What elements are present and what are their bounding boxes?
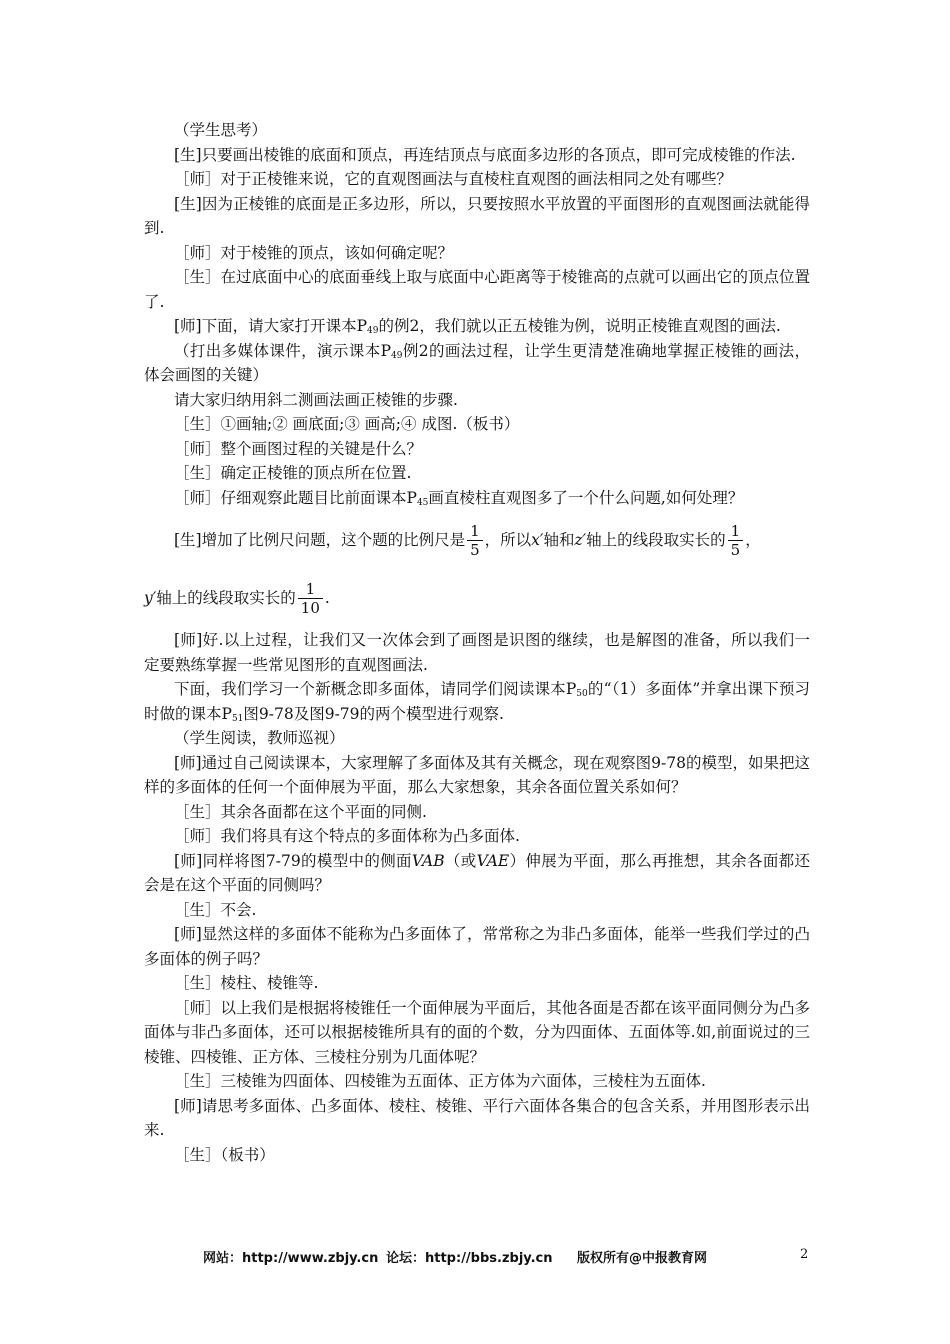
footer-forum: 论坛：http://bbs.zbjy.cn: [386, 1251, 553, 1266]
paragraph: ［生］确定正棱锥的顶点所在位置.: [174, 464, 412, 482]
paragraph: ［生］不会.: [174, 900, 257, 919]
footer-website: 网站：http://www.zbjy.cn: [203, 1251, 379, 1266]
paragraph: ［师］对于正棱锥来说，它的直观图画法与直棱柱直观图的画法相同之处有哪些？: [174, 170, 733, 188]
fraction-one-tenth: $\frac{1}{10}$: [298, 580, 323, 617]
paragraph: [生]因为正棱锥的底面是正多边形，所以，只要按照水平放置的平面图形的直观图画法就能得到.: [144, 194, 810, 237]
paragraph-p45: ［师］仔细观察此题目比前面课本$P_{45}$画直棱柱直观图多了一个什么问题,如何处理？: [174, 488, 744, 508]
paragraph: ［生］①画轴;② 画底面;③ 画高;④ 成图.（板书）: [174, 415, 520, 433]
paragraph: ［生］（板书）: [174, 1145, 275, 1164]
document-body: [144, 118, 810, 1167]
paragraph: ［师］整个画图过程的关键是什么？: [174, 439, 423, 458]
paragraph: ［生］其余各面都在这个平面的同侧.: [174, 802, 427, 821]
page-footer: [0, 1247, 950, 1271]
paragraph: ［生］在过底面中心的底面垂线上取与底面中心距离等于棱锥高的点就可以画出它的顶点位置了.: [144, 268, 810, 311]
fraction-one-fifth: $\frac{1}{5}$: [728, 522, 744, 559]
paragraph: ［生］棱柱、棱锥等.: [174, 974, 319, 992]
paragraph-p49-multimedia: （打出多媒体课件，演示课本$P_{49}$例2的画法过程，让学生更清楚准确地掌握正棱锥的画法，体会画图的关键）: [144, 341, 810, 384]
page-number: 2: [800, 1247, 809, 1262]
paragraph: ［师］我们将具有这个特点的多面体称为凸多面体.: [174, 827, 520, 845]
paragraph-p49-example: [师]下面，请大家打开课本$P_{49}$的例2，我们就以正五棱锥为例，说明正棱锥直观图的画法.: [174, 317, 781, 336]
scale-line-1: [生]增加了比例尺问题，这个题的比例尺是 $\frac{1}{5}$ ，所以 x′ 轴和 z′ 轴上的线段取实长的 $\frac{1}{5}$ ，: [174, 521, 761, 559]
paragraph: [师]好.以上过程，让我们又一次体会到了画图是识图的继续，也是解图的准备，所以我们一定要熟练掌握一些常见图形的直观图画法.: [144, 631, 810, 674]
fraction-one-fifth: $\frac{1}{5}$: [467, 522, 483, 559]
paragraph: 请大家归纳用斜二测画法画正棱锥的步骤.: [174, 390, 458, 409]
paragraph: [生]只要画出棱锥的底面和顶点，再连结顶点与底面多边形的各顶点，即可完成棱锥的作法.: [174, 145, 796, 164]
paragraph-vab: [师]同样将图7-79的模型中的侧面VAB（或VAE）伸展为平面，那么再推想，其余各面都还会是在这个平面的同侧吗？: [144, 851, 810, 894]
paragraph: （学生思考）: [174, 121, 268, 139]
paragraph-p50: 下面，我们学习一个新概念即多面体，请同学们阅读课本$P_{50}$的“（1）多面体”并拿出课下预习时做的课本$P_{51}$图9-78及图9-79的两个模型进行观察.: [144, 680, 810, 724]
paragraph: ［师］对于棱锥的顶点，该如何确定呢？: [174, 243, 454, 262]
paragraph: ［生］三棱锥为四面体、四棱锥为五面体、正方体为六面体，三棱柱为五面体.: [174, 1072, 706, 1090]
scale-line-2: y′ 轴上的线段取实长的 $\frac{1}{10}$ .: [144, 579, 330, 617]
footer-copyright: 版权所有@中报教育网: [577, 1251, 708, 1266]
paragraph: [师]请思考多面体、凸多面体、棱柱、棱锥、平行六面体各集合的包含关系，并用图形表示出来.: [144, 1096, 810, 1139]
paragraph: [师]通过自己阅读课本，大家理解了多面体及其有关概念，现在观察图9-78的模型，如果把这样的多面体的任何一个面伸展为平面，那么大家想象，其余各面位置关系如何？: [144, 753, 810, 796]
paragraph: ［师］以上我们是根据将棱锥任一个面伸展为平面后，其他各面是否都在该平面同侧分为凸多面体与非凸多面体，还可以根据棱锥所具有的面的个数，分为四面体、五面体等.如,前面说过的三棱锥、四棱锥、正方体、三棱柱分别为几面体呢？: [144, 998, 810, 1066]
paragraph: （学生阅读，教师巡视）: [174, 729, 345, 747]
paragraph: [师]显然这样的多面体不能称为凸多面体了，常常称之为非凸多面体，能举一些我们学过的凸多面体的例子吗？: [144, 925, 810, 968]
